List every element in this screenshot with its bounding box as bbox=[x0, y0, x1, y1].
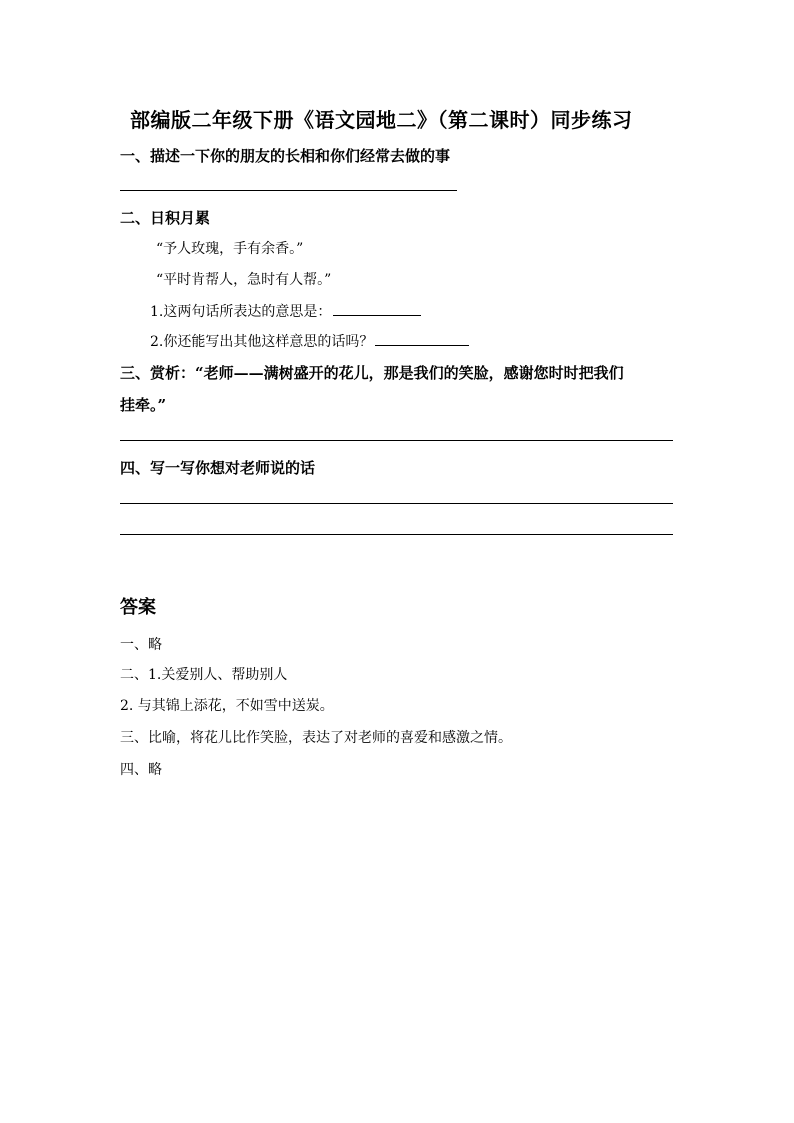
answer-3: 三、比喻，将花儿比作笑脸，表达了对老师的喜爱和感激之情。 bbox=[120, 730, 512, 746]
answer-2-2: 2. 与其锦上添花，不如雪中送炭。 bbox=[120, 698, 334, 714]
question-2-1-text: 1.这两句话所表达的意思是： bbox=[150, 304, 332, 320]
answer-line-section3[interactable] bbox=[120, 440, 673, 441]
page-title: 部编版二年级下册《语文园地二》（第二课时）同步练习 bbox=[130, 108, 633, 132]
question-2-2-text: 2.你还能写出其他这样意思的话吗？ bbox=[150, 334, 374, 350]
answers-heading: 答案 bbox=[120, 597, 156, 618]
section1-heading: 一、描述一下你的朋友的长相和你们经常去做的事 bbox=[120, 147, 451, 165]
quote-2: “平时肯帮人，急时有人帮。” bbox=[156, 272, 332, 288]
section3-heading-line1: 三、赏析：“老师——满树盛开的花儿，那是我们的笑脸，感谢您时时把我们 bbox=[120, 364, 624, 382]
question-2-1 bbox=[150, 301, 421, 321]
question-2-2 bbox=[150, 331, 469, 351]
answer-4: 四、略 bbox=[120, 762, 162, 778]
blank-2-1[interactable] bbox=[333, 301, 421, 316]
section3-heading-line2: 挂牵。” bbox=[120, 396, 167, 414]
answer-line-section4-2[interactable] bbox=[120, 534, 673, 535]
answer-line-section1[interactable] bbox=[120, 190, 457, 191]
answer-line-section4-1[interactable] bbox=[120, 503, 673, 504]
blank-2-2[interactable] bbox=[375, 331, 469, 346]
quote-1: “予人玫瑰，手有余香。” bbox=[156, 241, 304, 257]
section4-heading: 四、写一写你想对老师说的话 bbox=[120, 459, 316, 477]
answer-2-1: 二、1.关爱别人、帮助别人 bbox=[120, 667, 288, 683]
answer-1: 一、略 bbox=[120, 637, 162, 653]
section2-heading: 二、日积月累 bbox=[120, 209, 211, 227]
